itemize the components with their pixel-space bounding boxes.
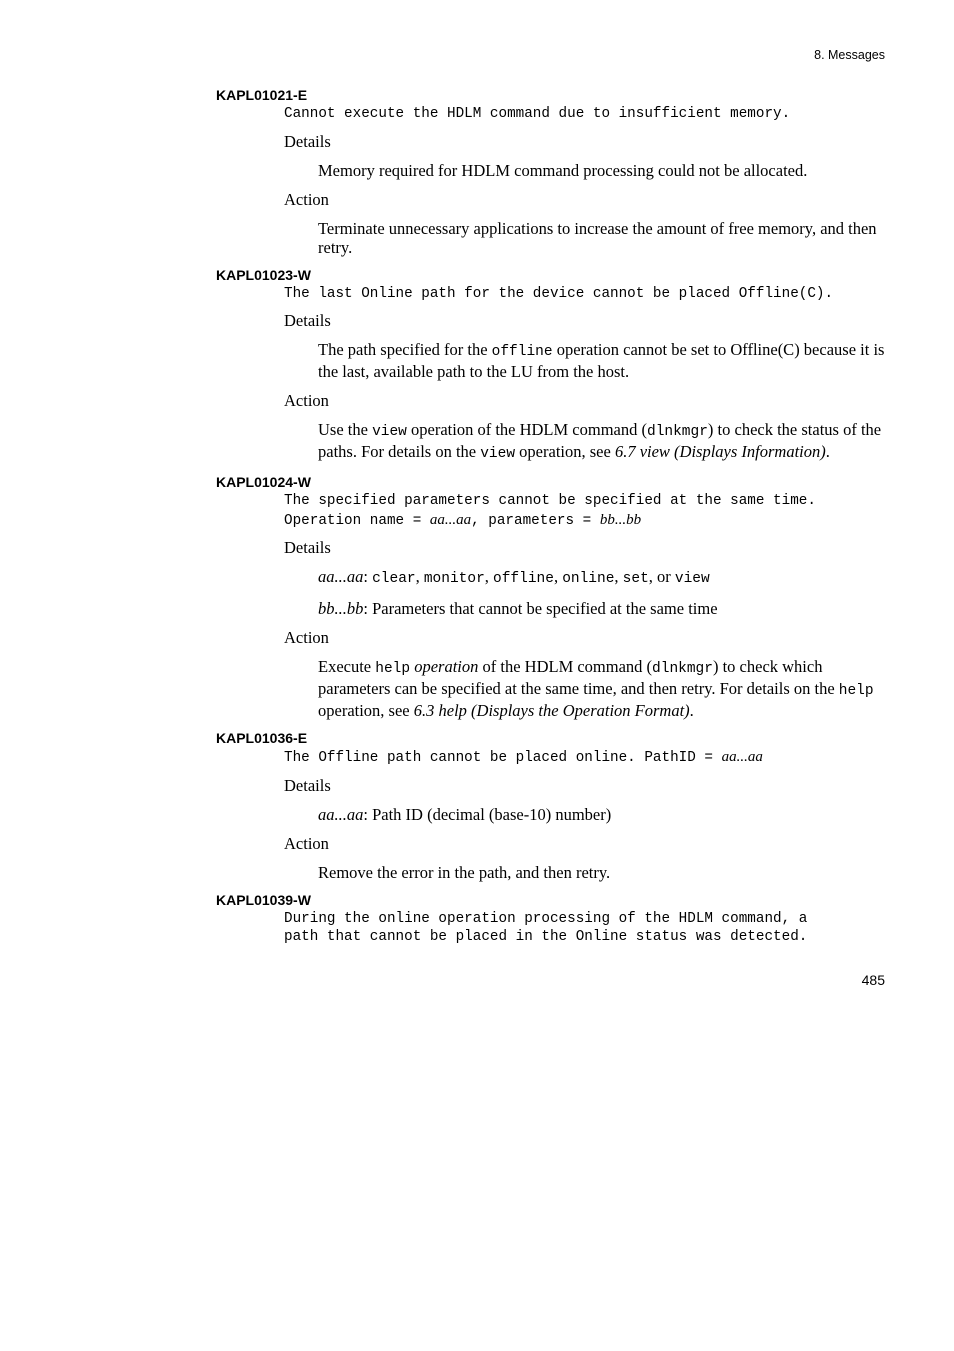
page-number: 485: [861, 972, 885, 988]
details-text: bb...bb: Parameters that cannot be specified at the same time: [318, 599, 718, 618]
message-id: KAPL01023-W: [216, 266, 311, 283]
details-label: Details: [284, 538, 331, 557]
running-header: 8. Messages: [814, 48, 885, 62]
details-label: Details: [284, 775, 331, 795]
action-text: Remove the error in the path, and then retry.: [318, 862, 611, 882]
details-label: Details: [284, 131, 331, 151]
action-label: Action: [284, 833, 329, 853]
action-text: Use the view operation of the HDLM command (dlnkmgr) to check the status of the paths. For details on the view operation, see 6.7 view (Displays Information).: [318, 420, 882, 462]
message-id: KAPL01039-W: [216, 891, 311, 908]
message-id: KAPL01024-W: [216, 474, 311, 490]
details-text: aa...aa: Path ID (decimal (base-10) number): [318, 804, 612, 824]
details-label: Details: [284, 311, 331, 330]
action-text: Execute help operation of the HDLM command (dlnkmgr) to check which parameters can be specified at the same time, and then retry. For details on the help operation, see 6.3 help (Displays the Operation Format).: [318, 657, 874, 720]
message-text: The specified parameters cannot be specified at the same time. Operation name = aa...aa, parameters = bb...bb: [284, 493, 816, 529]
action-label: Action: [284, 189, 329, 209]
action-label: Action: [284, 391, 329, 410]
cross-reference: 6.7 view (Displays Information): [614, 442, 826, 461]
cross-reference: 6.3 help (Displays the Operation Format): [413, 701, 690, 720]
message-text: Cannot execute the HDLM command due to insufficient memory.: [284, 106, 791, 122]
details-text: aa...aa: clear, monitor, offline, online, set, or view: [318, 567, 710, 587]
message-text: The last Online path for the device cannot be placed Offline(C).: [284, 285, 834, 302]
message-id: KAPL01036-E: [216, 730, 308, 746]
message-text: The Offline path cannot be placed online. PathID = aa...aa: [284, 749, 763, 766]
message-id: KAPL01021-E: [216, 87, 308, 103]
details-text: The path specified for the offline operation cannot be set to Offline(C) because it is the last, available path to the LU from the host.: [318, 340, 885, 381]
action-label: Action: [284, 628, 329, 647]
details-text: Memory required for HDLM command processing could not be allocated.: [318, 160, 808, 180]
action-text: Terminate unnecessary applications to increase the amount of free memory, and then retry.: [318, 218, 877, 257]
message-list: [0, 86, 954, 947]
message-text: During the online operation processing of the HDLM command, a path that cannot be placed in the Online status was detected.: [284, 910, 808, 945]
